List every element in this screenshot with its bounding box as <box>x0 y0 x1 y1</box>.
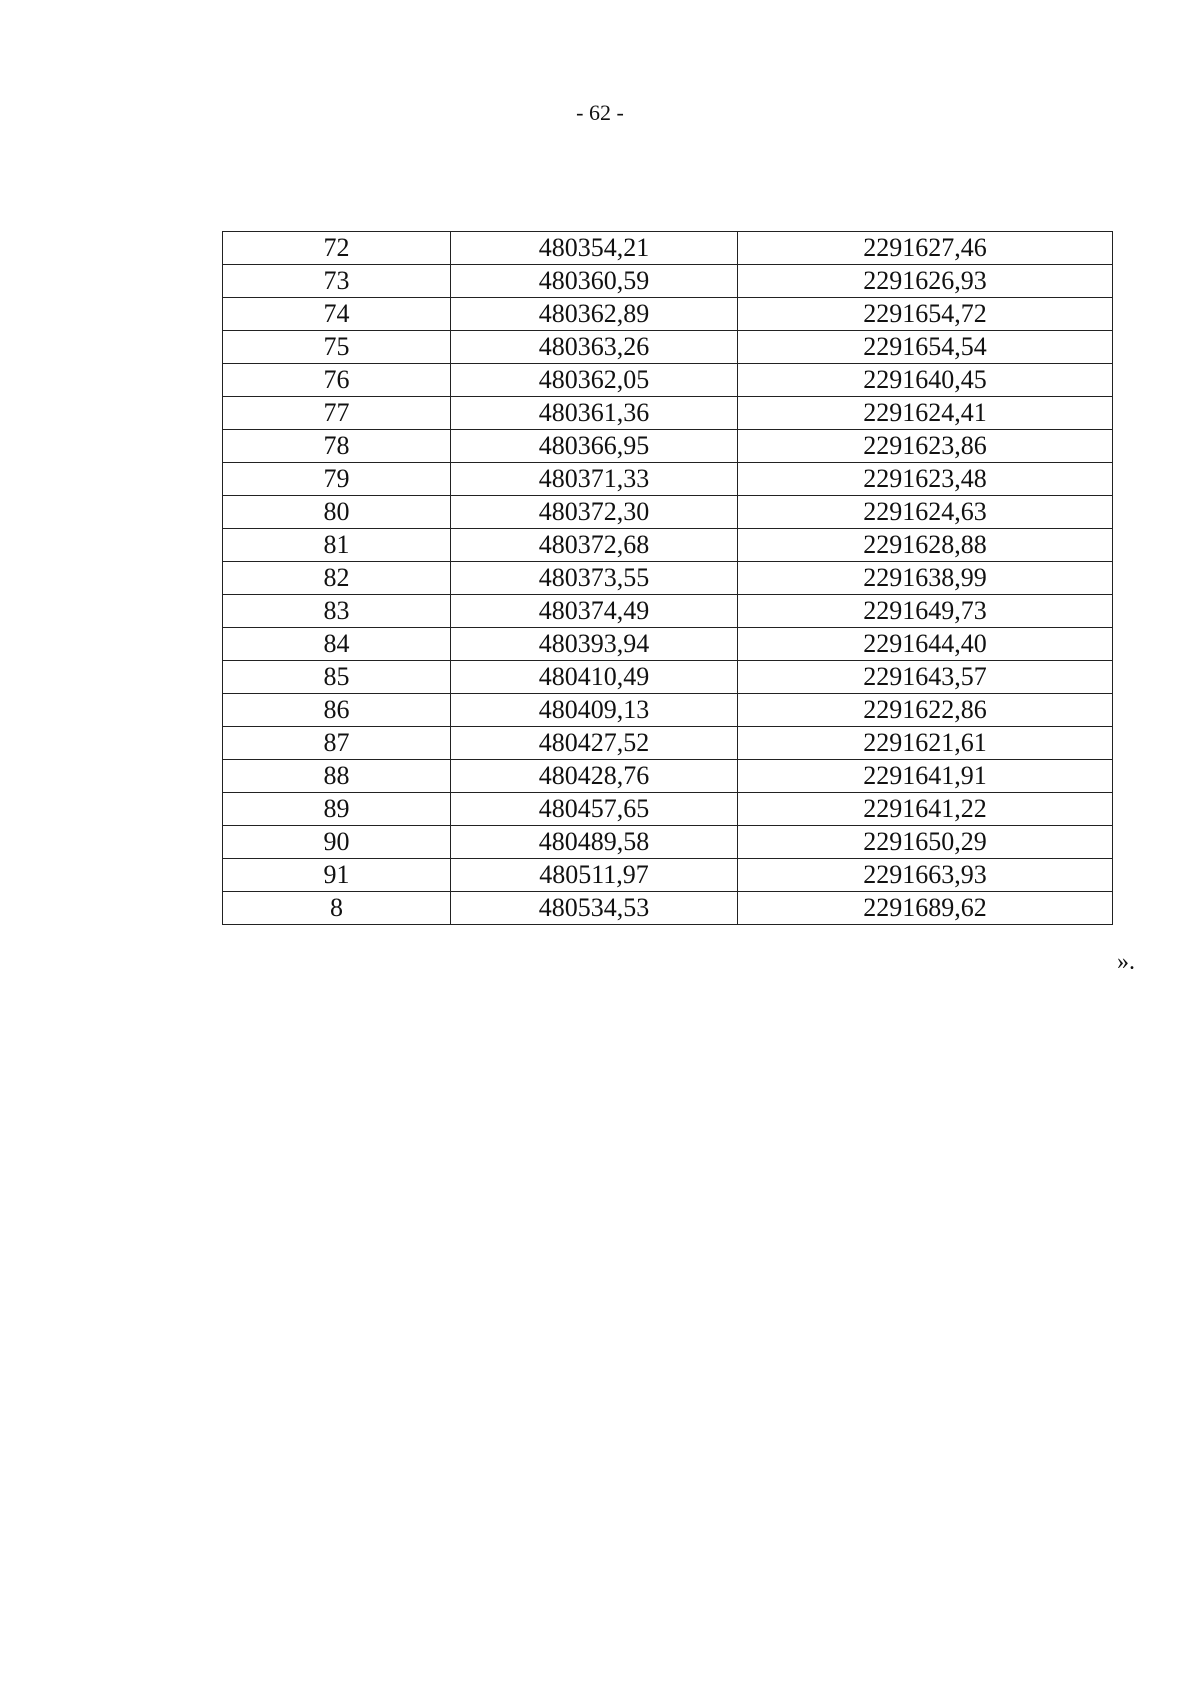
point-number-cell: 86 <box>223 694 451 727</box>
point-number-cell: 84 <box>223 628 451 661</box>
x-coordinate-cell: 480409,13 <box>451 694 738 727</box>
table-row <box>223 727 1113 760</box>
point-number-cell: 83 <box>223 595 451 628</box>
table-row <box>223 859 1113 892</box>
point-number-cell: 91 <box>223 859 451 892</box>
point-number-cell: 78 <box>223 430 451 463</box>
y-coordinate-cell: 2291640,45 <box>738 364 1113 397</box>
y-coordinate-cell: 2291641,22 <box>738 793 1113 826</box>
table-row <box>223 265 1113 298</box>
table-row <box>223 628 1113 661</box>
table-row <box>223 232 1113 265</box>
x-coordinate-cell: 480372,30 <box>451 496 738 529</box>
x-coordinate-cell: 480362,05 <box>451 364 738 397</box>
coordinates-table-body <box>223 232 1113 925</box>
x-coordinate-cell: 480428,76 <box>451 760 738 793</box>
y-coordinate-cell: 2291641,91 <box>738 760 1113 793</box>
table-row <box>223 793 1113 826</box>
y-coordinate-cell: 2291643,57 <box>738 661 1113 694</box>
table-row <box>223 661 1113 694</box>
table-row <box>223 892 1113 925</box>
y-coordinate-cell: 2291622,86 <box>738 694 1113 727</box>
y-coordinate-cell: 2291623,86 <box>738 430 1113 463</box>
y-coordinate-cell: 2291628,88 <box>738 529 1113 562</box>
point-number-cell: 8 <box>223 892 451 925</box>
table-row <box>223 595 1113 628</box>
y-coordinate-cell: 2291638,99 <box>738 562 1113 595</box>
y-coordinate-cell: 2291627,46 <box>738 232 1113 265</box>
y-coordinate-cell: 2291644,40 <box>738 628 1113 661</box>
point-number-cell: 72 <box>223 232 451 265</box>
table-row <box>223 430 1113 463</box>
y-coordinate-cell: 2291654,72 <box>738 298 1113 331</box>
point-number-cell: 73 <box>223 265 451 298</box>
y-coordinate-cell: 2291654,54 <box>738 331 1113 364</box>
x-coordinate-cell: 480366,95 <box>451 430 738 463</box>
point-number-cell: 80 <box>223 496 451 529</box>
point-number-cell: 85 <box>223 661 451 694</box>
table-row <box>223 364 1113 397</box>
table-row <box>223 298 1113 331</box>
y-coordinate-cell: 2291624,63 <box>738 496 1113 529</box>
table-row <box>223 397 1113 430</box>
table-row <box>223 562 1113 595</box>
x-coordinate-cell: 480354,21 <box>451 232 738 265</box>
coordinates-table <box>222 231 1113 925</box>
point-number-cell: 81 <box>223 529 451 562</box>
point-number-cell: 82 <box>223 562 451 595</box>
x-coordinate-cell: 480489,58 <box>451 826 738 859</box>
x-coordinate-cell: 480361,36 <box>451 397 738 430</box>
x-coordinate-cell: 480371,33 <box>451 463 738 496</box>
point-number-cell: 89 <box>223 793 451 826</box>
x-coordinate-cell: 480534,53 <box>451 892 738 925</box>
closing-quote-mark: ». <box>1117 949 1135 975</box>
y-coordinate-cell: 2291649,73 <box>738 595 1113 628</box>
point-number-cell: 88 <box>223 760 451 793</box>
x-coordinate-cell: 480373,55 <box>451 562 738 595</box>
table-row <box>223 463 1113 496</box>
x-coordinate-cell: 480374,49 <box>451 595 738 628</box>
point-number-cell: 77 <box>223 397 451 430</box>
y-coordinate-cell: 2291621,61 <box>738 727 1113 760</box>
point-number-cell: 76 <box>223 364 451 397</box>
x-coordinate-cell: 480511,97 <box>451 859 738 892</box>
point-number-cell: 90 <box>223 826 451 859</box>
x-coordinate-cell: 480393,94 <box>451 628 738 661</box>
y-coordinate-cell: 2291689,62 <box>738 892 1113 925</box>
table-row <box>223 496 1113 529</box>
table-row <box>223 760 1113 793</box>
x-coordinate-cell: 480362,89 <box>451 298 738 331</box>
y-coordinate-cell: 2291623,48 <box>738 463 1113 496</box>
table-row <box>223 529 1113 562</box>
point-number-cell: 87 <box>223 727 451 760</box>
x-coordinate-cell: 480457,65 <box>451 793 738 826</box>
table-row <box>223 694 1113 727</box>
table-row <box>223 826 1113 859</box>
point-number-cell: 75 <box>223 331 451 364</box>
x-coordinate-cell: 480360,59 <box>451 265 738 298</box>
x-coordinate-cell: 480363,26 <box>451 331 738 364</box>
point-number-cell: 74 <box>223 298 451 331</box>
x-coordinate-cell: 480427,52 <box>451 727 738 760</box>
x-coordinate-cell: 480372,68 <box>451 529 738 562</box>
x-coordinate-cell: 480410,49 <box>451 661 738 694</box>
y-coordinate-cell: 2291624,41 <box>738 397 1113 430</box>
y-coordinate-cell: 2291650,29 <box>738 826 1113 859</box>
y-coordinate-cell: 2291626,93 <box>738 265 1113 298</box>
point-number-cell: 79 <box>223 463 451 496</box>
page-number: - 62 - <box>576 100 624 125</box>
table-row <box>223 331 1113 364</box>
y-coordinate-cell: 2291663,93 <box>738 859 1113 892</box>
